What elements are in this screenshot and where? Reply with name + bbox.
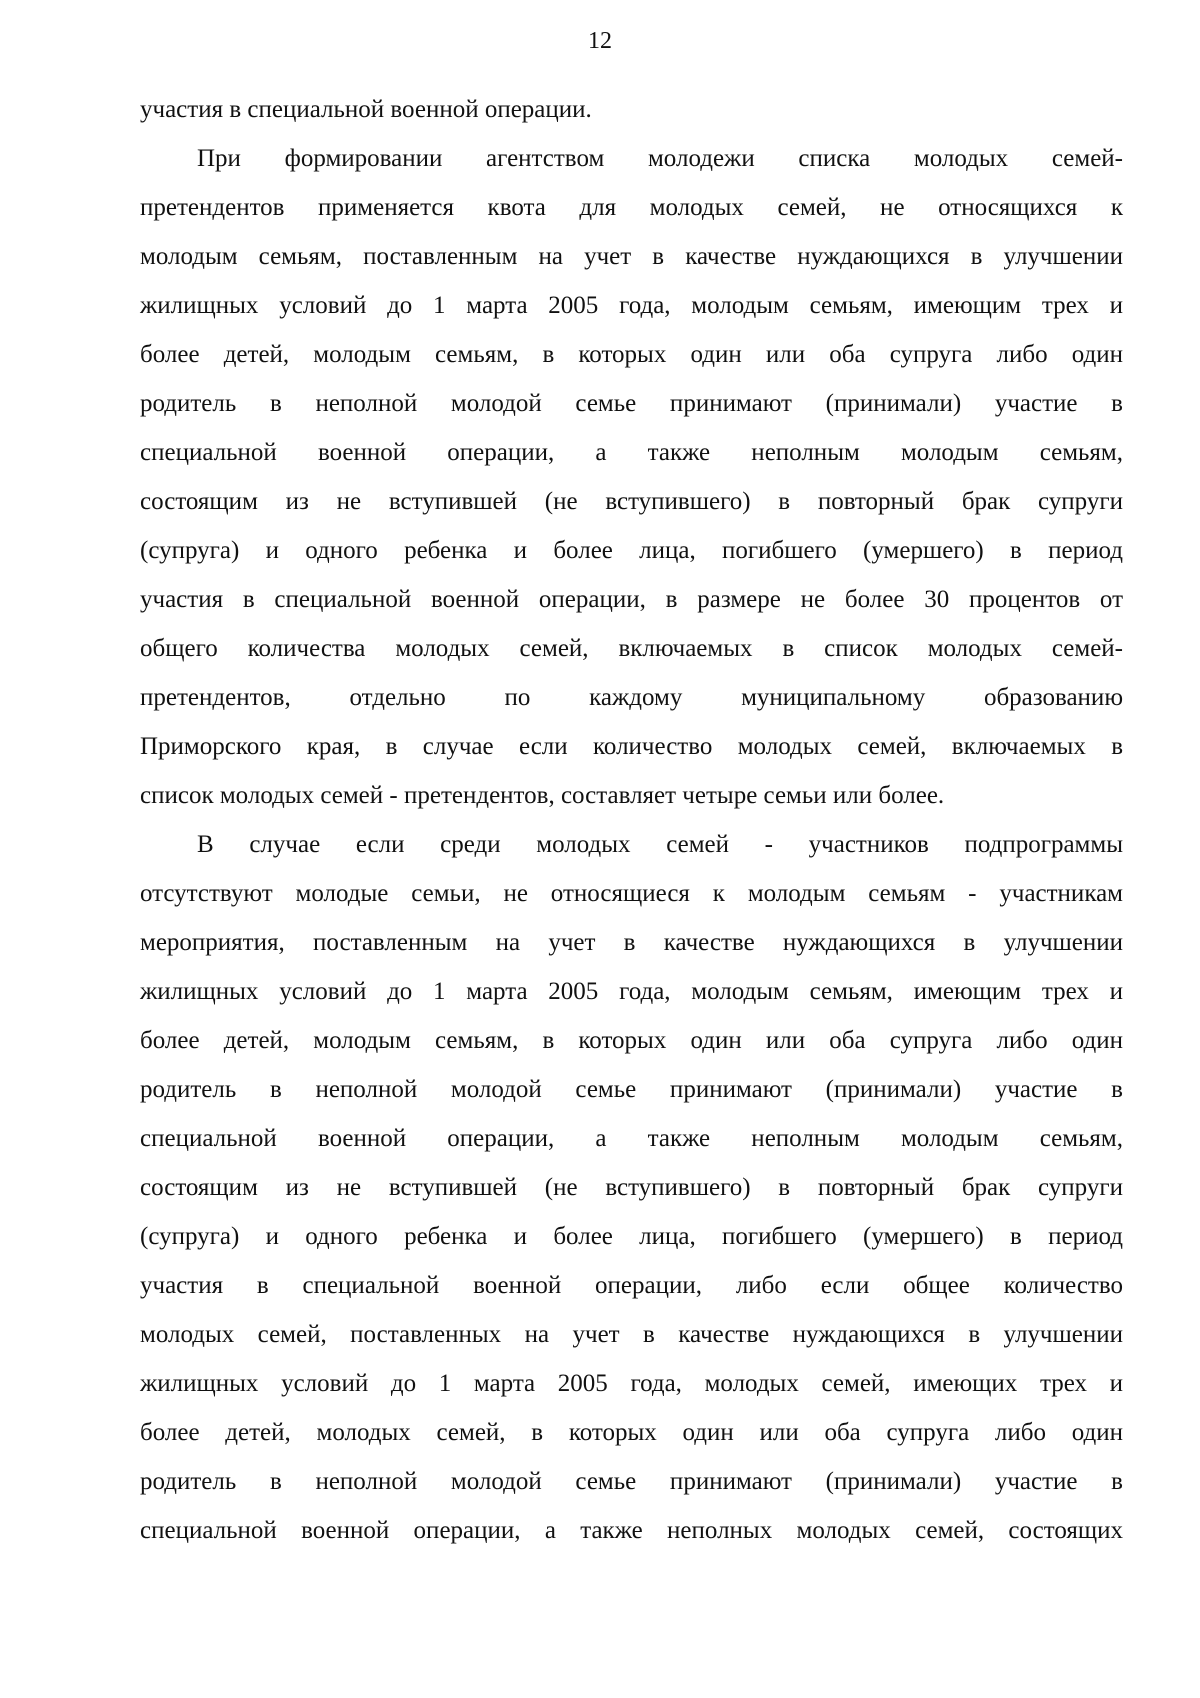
text-line: жилищных условий до 1 марта 2005 года, молодых семей, имеющих трех и xyxy=(140,1370,1123,1397)
page-number: 12 xyxy=(588,28,612,54)
text-line: претендентов применяется квота для молодых семей, не относящихся к xyxy=(140,194,1123,221)
text-line: более детей, молодым семьям, в которых один или оба супруга либо один xyxy=(140,341,1123,368)
text-line: специальной военной операции, а также неполным молодым семьям, xyxy=(140,1125,1123,1152)
text-line: отсутствуют молодые семьи, не относящиеся к молодым семьям - участникам xyxy=(140,880,1123,907)
text-line: В случае если среди молодых семей - участников подпрограммы xyxy=(197,831,1123,858)
text-line: участия в специальной военной операции. xyxy=(140,96,592,123)
paragraph-continuation xyxy=(140,85,1123,134)
text-line: молодых семей, поставленных на учет в качестве нуждающихся в улучшении xyxy=(140,1321,1123,1348)
text-line: При формировании агентством молодежи списка молодых семей- xyxy=(197,145,1123,172)
text-line: родитель в неполной молодой семье принимают (принимали) участие в xyxy=(140,1076,1123,1103)
text-line: участия в специальной военной операции, в размере не более 30 процентов от xyxy=(140,586,1123,613)
text-line: участия в специальной военной операции, либо если общее количество xyxy=(140,1272,1123,1299)
text-line: (супруга) и одного ребенка и более лица, погибшего (умершего) в период xyxy=(140,537,1123,564)
text-line: список молодых семей - претендентов, составляет четыре семьи или более. xyxy=(140,782,945,809)
text-line: специальной военной операции, а также неполным молодым семьям, xyxy=(140,439,1123,466)
text-line: состоящим из не вступившей (не вступившего) в повторный брак супруги xyxy=(140,488,1123,515)
text-line: родитель в неполной молодой семье принимают (принимали) участие в xyxy=(140,390,1123,417)
text-line: молодым семьям, поставленным на учет в качестве нуждающихся в улучшении xyxy=(140,243,1123,270)
text-line: Приморского края, в случае если количество молодых семей, включаемых в xyxy=(140,733,1123,760)
text-line: общего количества молодых семей, включаемых в список молодых семей- xyxy=(140,635,1123,662)
text-line: мероприятия, поставленным на учет в качестве нуждающихся в улучшении xyxy=(140,929,1123,956)
text-line: претендентов, отдельно по каждому муниципальному образованию xyxy=(140,684,1123,711)
text-line: специальной военной операции, а также неполных молодых семей, состоящих xyxy=(140,1517,1123,1544)
text-line: жилищных условий до 1 марта 2005 года, молодым семьям, имеющим трех и xyxy=(140,978,1123,1005)
text-line: родитель в неполной молодой семье принимают (принимали) участие в xyxy=(140,1468,1123,1495)
document-body xyxy=(140,85,1123,1555)
paragraph-quota xyxy=(140,134,1123,820)
text-line: (супруга) и одного ребенка и более лица, погибшего (умершего) в период xyxy=(140,1223,1123,1250)
text-line: более детей, молодых семей, в которых один или оба супруга либо один xyxy=(140,1419,1123,1446)
text-line: состоящим из не вступившей (не вступившего) в повторный брак супруги xyxy=(140,1174,1123,1201)
text-line: жилищных условий до 1 марта 2005 года, молодым семьям, имеющим трех и xyxy=(140,292,1123,319)
paragraph-absence-case xyxy=(140,820,1123,1555)
text-line: более детей, молодым семьям, в которых один или оба супруга либо один xyxy=(140,1027,1123,1054)
